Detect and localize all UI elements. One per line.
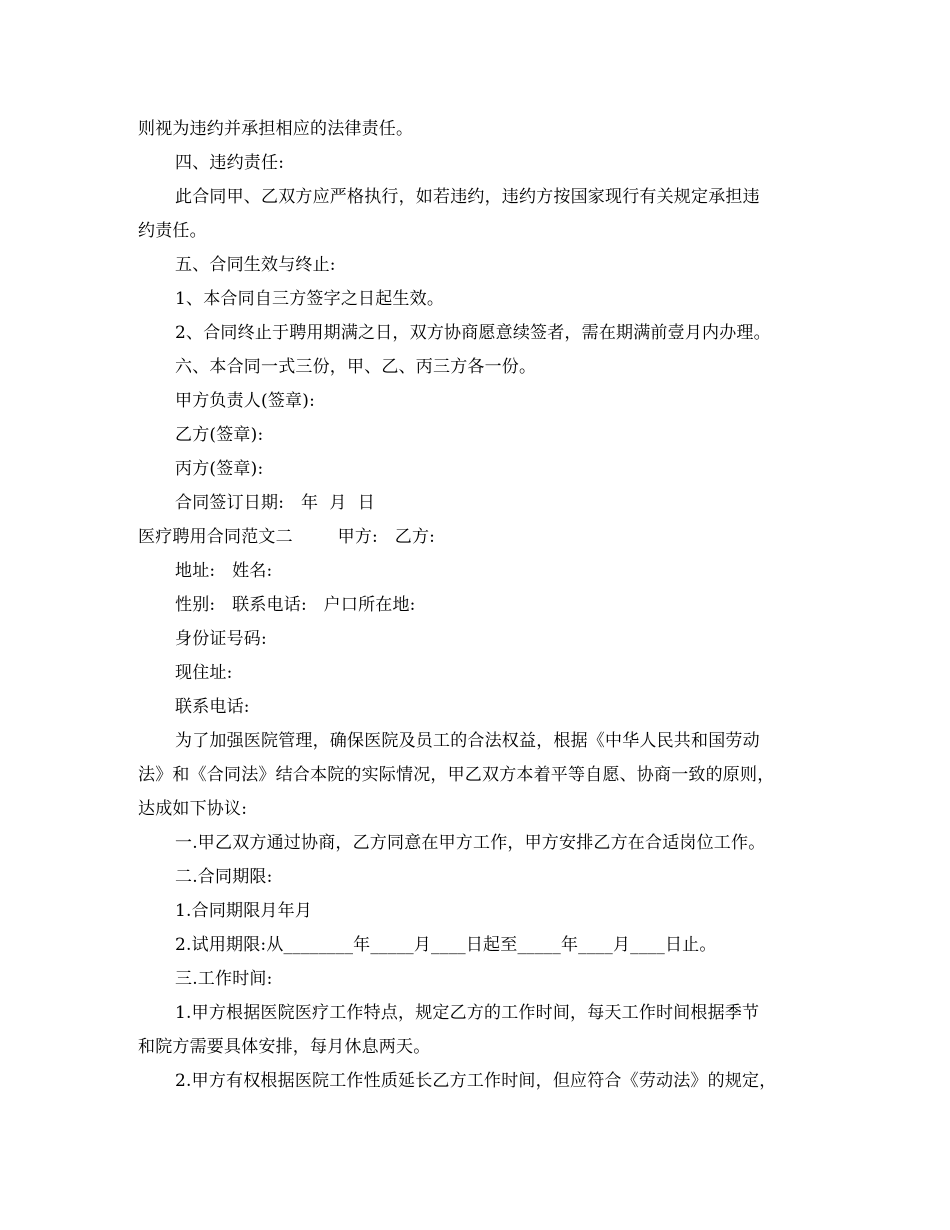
text-line: 则视为违约并承担相应的法律责任。 bbox=[138, 119, 414, 139]
text-line: 达成如下协议: bbox=[138, 799, 248, 819]
document-title: 医疗聘用合同范文二 甲方: 乙方: bbox=[138, 527, 436, 547]
text-line: 此合同甲、乙双方应严格执行，如若违约，违约方按国家现行有关规定承担违 bbox=[175, 187, 760, 207]
text-line: 1.合同期限月年月 bbox=[175, 901, 313, 921]
section-heading: 五、合同生效与终止: bbox=[175, 255, 336, 275]
text-line: 为了加强医院管理，确保医院及员工的合法权益，根据《中华人民共和国劳动 bbox=[175, 731, 760, 751]
text-line: 六、本合同一式三份，甲、乙、丙三方各一份。 bbox=[175, 357, 537, 377]
date-field: 合同签订日期: 年 月 日 bbox=[175, 493, 375, 513]
text-line: 和院方需要具体安排，每月休息两天。 bbox=[138, 1037, 431, 1057]
text-line: 1.甲方根据医院医疗工作特点，规定乙方的工作时间，每天工作时间根据季节 bbox=[175, 1003, 760, 1023]
text-line: 2.试用期限:从________年_____月____日起至_____年____月____日止。 bbox=[175, 935, 717, 955]
text-line: 2、合同终止于聘用期满之日，双方协商愿意续签者，需在期满前壹月内办理。 bbox=[175, 323, 771, 343]
text-line: 2.甲方有权根据医院工作性质延长乙方工作时间，但应符合《劳动法》的规定， bbox=[175, 1071, 777, 1091]
section-heading: 四、违约责任: bbox=[175, 153, 285, 173]
form-field: 现住址: bbox=[175, 663, 233, 683]
form-field: 性别: 联系电话: 户口所在地: bbox=[175, 595, 416, 615]
signature-field: 甲方负责人(签章): bbox=[175, 391, 315, 411]
section-heading: 二.合同期限: bbox=[175, 867, 273, 887]
form-field: 地址: 姓名: bbox=[175, 561, 273, 581]
form-field: 身份证号码: bbox=[175, 629, 267, 649]
section-heading: 三.工作时间: bbox=[175, 969, 273, 989]
signature-field: 丙方(签章): bbox=[175, 459, 264, 479]
text-line: 法》和《合同法》结合本院的实际情况，甲乙双方本着平等自愿、协商一致的原则， bbox=[138, 765, 775, 785]
form-field: 联系电话: bbox=[175, 697, 250, 717]
signature-field: 乙方(签章): bbox=[175, 425, 264, 445]
text-line: 约责任。 bbox=[138, 221, 207, 241]
text-line: 1、本合同自三方签字之日起生效。 bbox=[175, 289, 445, 309]
text-line: 一.甲乙双方通过协商，乙方同意在甲方工作，甲方安排乙方在合适岗位工作。 bbox=[175, 833, 766, 853]
